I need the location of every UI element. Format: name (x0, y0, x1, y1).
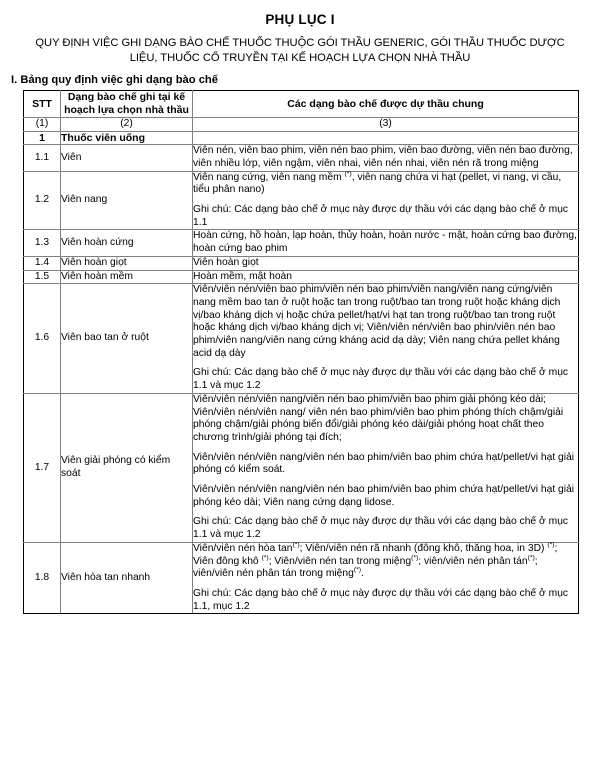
table-row (24, 284, 579, 394)
row-description: Viên nang cứng, viên nang mềm (*), viên nang chứa vi hạt (pellet, vi nang, vi cầu, tiểu phân nano) Ghi chú: Các dạng bào chế ở mục này được dự thầu với các dạng bào chế ở mục 1.1 (193, 171, 579, 230)
row-description: Viên/viên nén hòa tan(*); Viên/viên nén rã nhanh (đông khô, thăng hoa, in 3D) (*); Viên đông khô (*); Viên/viên nén tan trong miệng(*); viên/viên nén phân tán(*); viên/viên nén phân tán trong miệng(*). Ghi chú: Các dạng bào chế ở mục này được dự thầu với các dạng bào chế ở mục 1.1, mục 1.2 (193, 542, 579, 614)
row-stt: 1.2 (24, 171, 61, 230)
table-row (24, 542, 579, 614)
row-stt: 1.5 (24, 270, 61, 284)
column-number-row (24, 118, 579, 132)
row-description: Hoàn mềm, mật hoàn (193, 270, 579, 284)
row-stt: 1.1 (24, 145, 61, 171)
table-body (24, 91, 579, 614)
row-description: Hoàn cứng, hồ hoàn, lạp hoàn, thủy hoàn, hoàn nước - mật, hoàn cứng bao đường, hoàn cứng bao phim (193, 230, 579, 256)
section-heading: I. Bảng quy định việc ghi dạng bào chế (11, 74, 218, 86)
column-number-1: (1) (24, 118, 61, 132)
table-header-row (24, 91, 579, 118)
table-row-group (24, 131, 579, 145)
row-form: Viên hoàn mềm (61, 270, 193, 284)
row-description: Viên/viên nén/viên nang/viên nén bao phim/viên bao phim giải phóng kéo dài; Viên/viên nén/viên nang/ viên nén bao phim/viên bao phim phóng thích chậm/giải phóng chậm/giải phóng biến đổi/giải phóng kéo dài/giải phóng hoạt chất theo chương trình/giải phóng tại đích; Viên/viên nén/viên nang/viên nén bao phim/viên bao phim chứa hạt/pellet/vi hạt giải phóng có kiểm soát. Viên/viên nén/viên nang/viên nén bao phim/viên bao phim chứa hạt/pellet/vi hạt giải phóng kéo dài; Viên nang cứng dạng lidose. Ghi chú: Các dạng bào chế ở mục này được dự thầu với các dạng bào chế ở mục 1.1 và mục 1.2 (193, 393, 579, 542)
group-row-stt: 1 (24, 131, 61, 145)
column-header-stt: STT (24, 91, 61, 118)
column-number-3: (3) (193, 118, 579, 132)
row-form: Viên hòa tan nhanh (61, 542, 193, 614)
row-stt: 1.3 (24, 230, 61, 256)
row-form: Viên nang (61, 171, 193, 230)
row-form: Viên (61, 145, 193, 171)
column-number-2: (2) (61, 118, 193, 132)
table-row (24, 270, 579, 284)
table-container (0, 90, 600, 614)
row-form: Viên hoàn cứng (61, 230, 193, 256)
row-stt: 1.4 (24, 256, 61, 270)
row-description: Viên/viên nén/viên bao phim/viên nén bao phim/viên nang/viên nang cứng/viên nang mềm bao tan ở ruột hoặc tan trong ruột/bao tan trong ruột hoặc kháng dịch vị/bao kháng dịch vị hoặc chứa pellet/hạt/vi hạt tan trong ruột/bao tan trong ruột hoặc kháng dịch vị/bao kháng dịch vị; Viên/viên nén/viên bao phin/viên nén bao phim/viên nang/viên nang cứng kháng acid dạ dày; Viên nang chứa pellet kháng acid dạ dày Ghi chú: Các dạng bào chế ở mục này được dự thầu với các dạng bào chế ở mục 1.1 và mục 1.2 (193, 284, 579, 394)
column-header-common-forms: Các dạng bào chế được dự thầu chung (193, 91, 579, 118)
row-stt: 1.7 (24, 393, 61, 542)
row-description: Viên hoàn giọt (193, 256, 579, 270)
table-row (24, 145, 579, 171)
row-form: Viên bao tan ở ruột (61, 284, 193, 394)
row-form: Viên giải phóng có kiểm soát (61, 393, 193, 542)
group-row-label: Thuốc viên uống (61, 131, 193, 145)
row-form: Viên hoàn giọt (61, 256, 193, 270)
table-row (24, 230, 579, 256)
regulation-table (23, 90, 579, 614)
table-row (24, 256, 579, 270)
page-title: PHỤ LỤC I (265, 12, 335, 27)
column-header-form-in-plan: Dạng bào chế ghi tại kế hoạch lựa chọn nhà thầu (61, 91, 193, 118)
group-row-description (193, 131, 579, 145)
row-stt: 1.8 (24, 542, 61, 614)
table-row (24, 171, 579, 230)
row-description: Viên nén, viên bao phim, viên nén bao phim, viên bao đường, viên nén bao đường, viên nhiều lớp, viên ngậm, viên nhai, viên nén nhai, viên nén rã trong miệng (193, 145, 579, 171)
row-stt: 1.6 (24, 284, 61, 394)
table-row (24, 393, 579, 542)
document-subtitle: QUY ĐỊNH VIỆC GHI DẠNG BÀO CHẾ THUỐC THUỘC GÓI THẦU GENERIC, GÓI THẦU THUỐC DƯỢC LIỆU, THUỐC CỔ TRUYỀN TẠI KẾ HOẠCH LỰA CHỌN NHÀ THẦU (35, 37, 565, 64)
